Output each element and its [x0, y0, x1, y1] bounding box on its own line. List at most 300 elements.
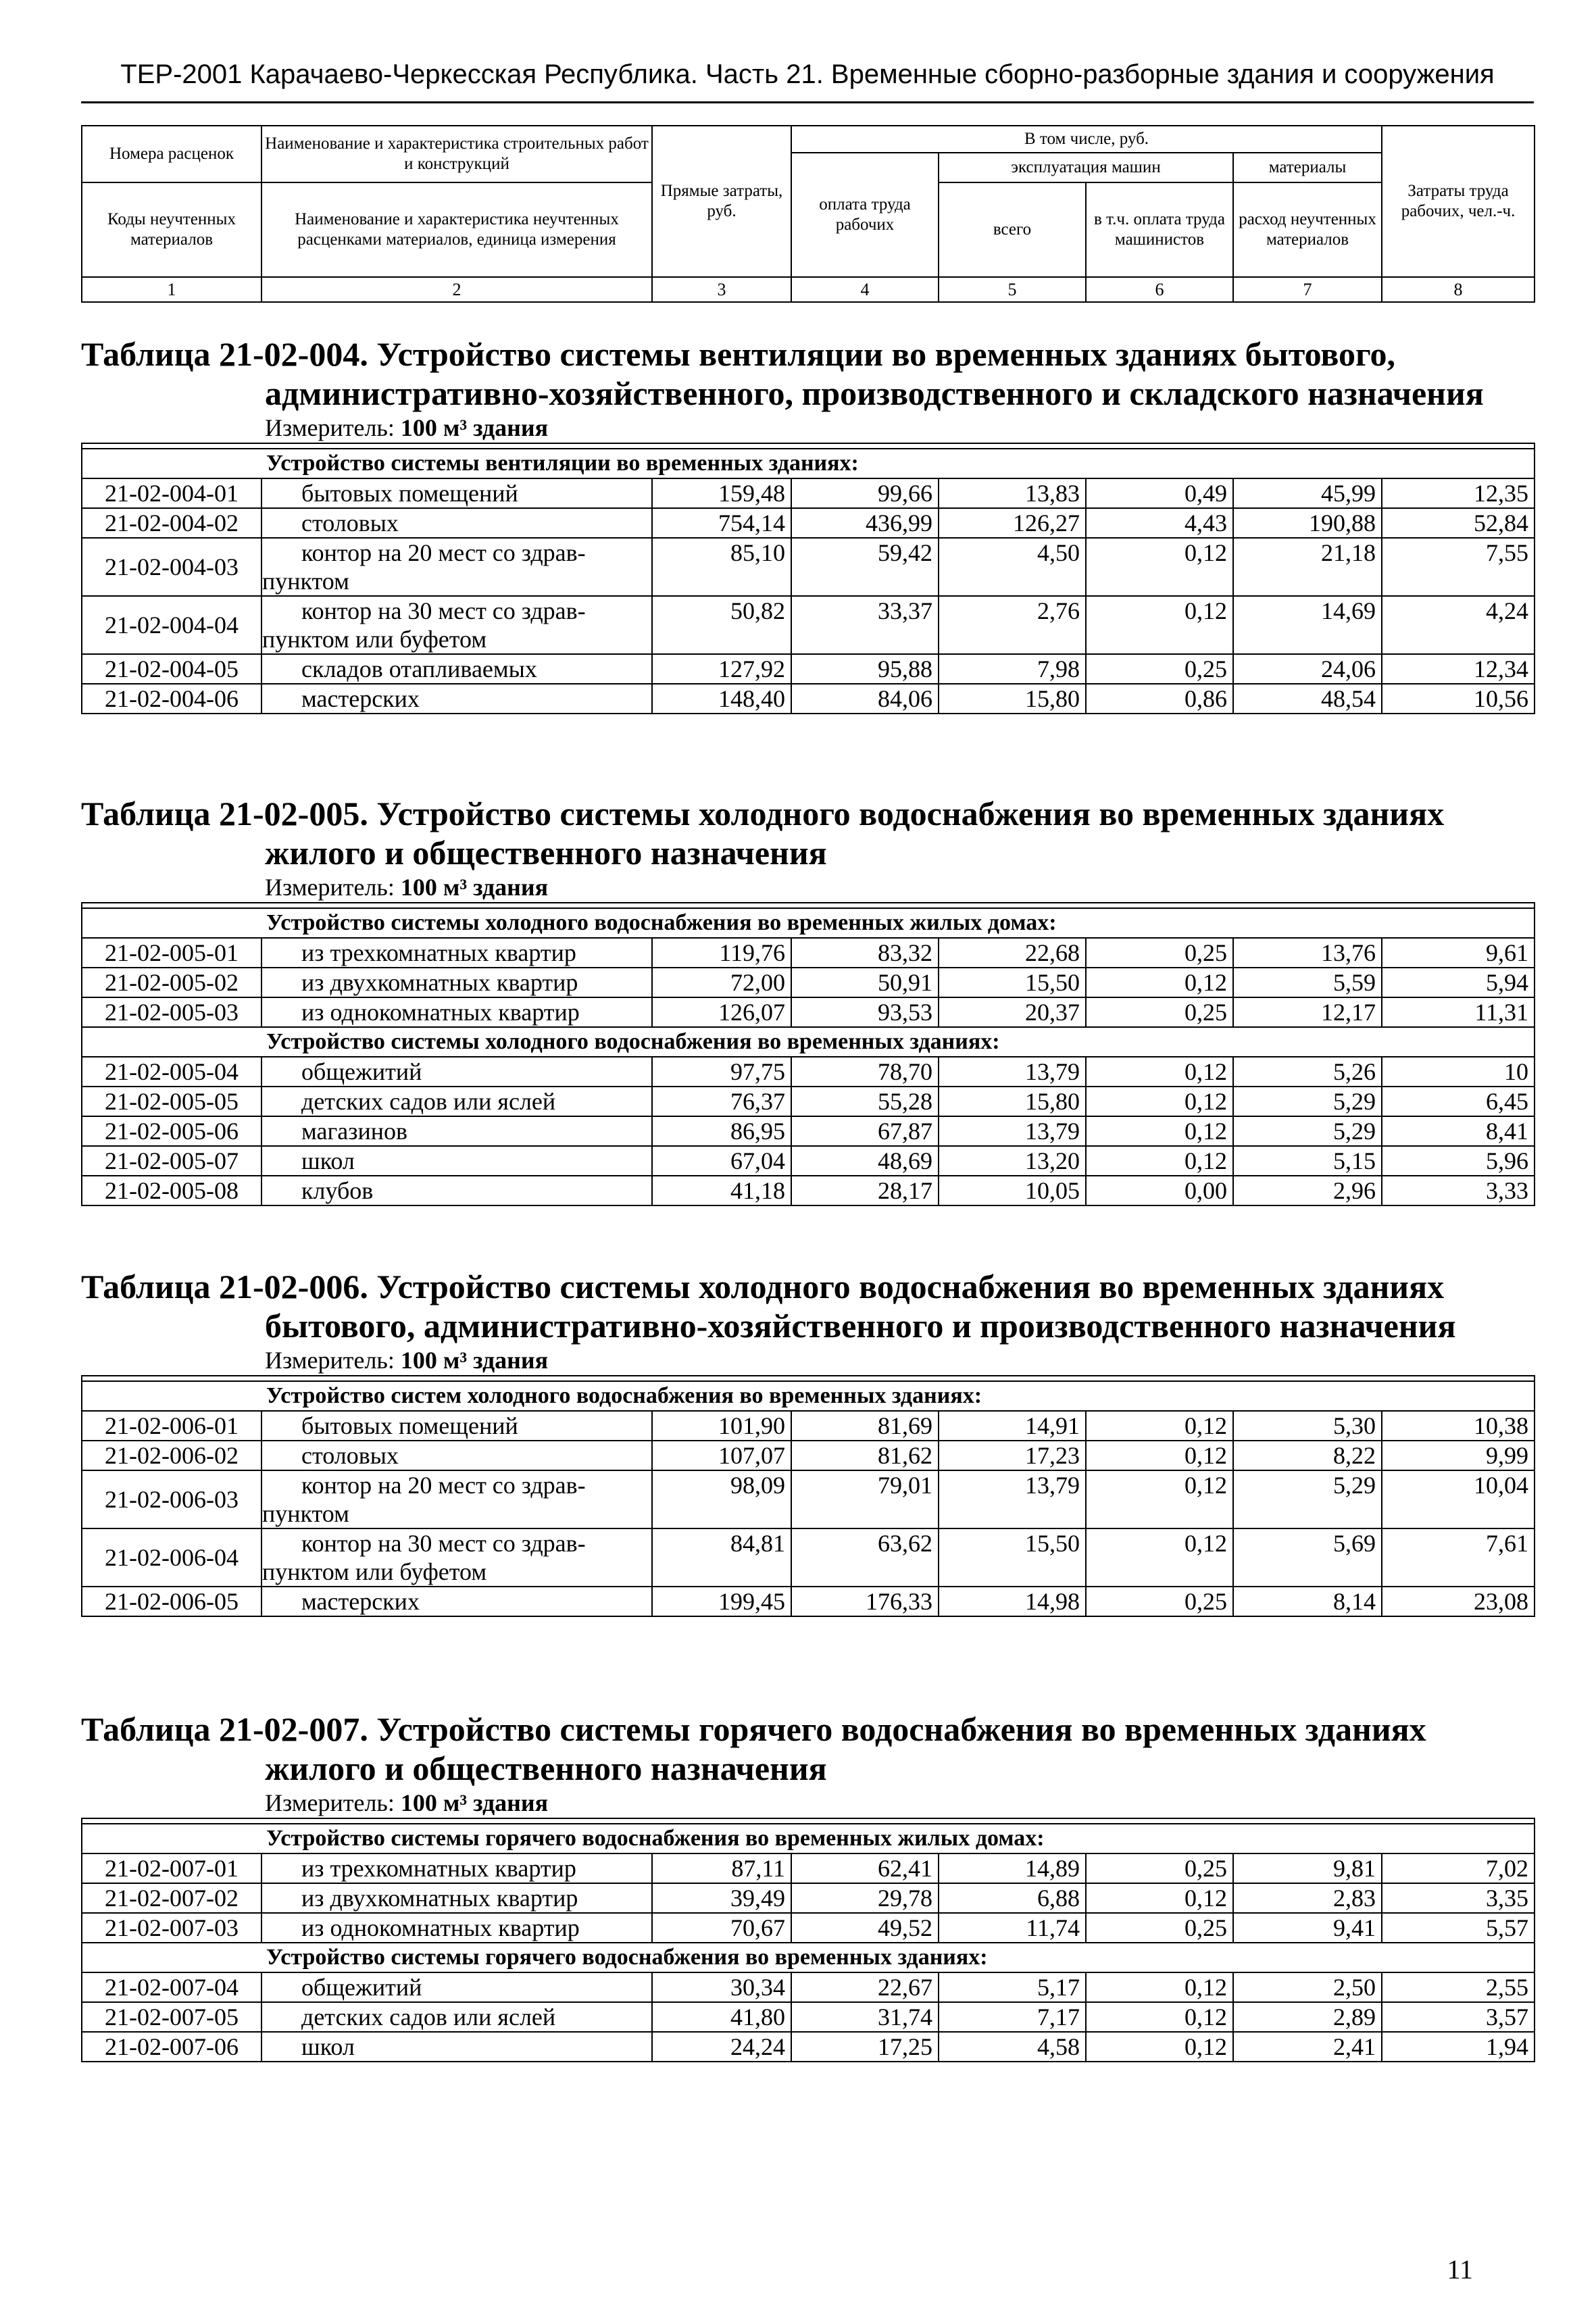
value-cell: 1,94: [1382, 2032, 1535, 2062]
work-name: [261, 538, 652, 596]
value-cell: 81,62: [791, 1441, 939, 1470]
value-cell: 7,98: [939, 654, 1086, 684]
work-name-line: контор на 20 мест со здрав-: [301, 539, 586, 566]
value-cell: 127,92: [652, 654, 791, 684]
value-cell: 48,54: [1233, 684, 1382, 714]
table-measure: [81, 413, 1534, 443]
work-name-line: мастерских: [301, 685, 420, 712]
value-cell: 87,11: [652, 1853, 791, 1883]
table-top-rule: [82, 1376, 1535, 1381]
rate-code: 21-02-005-06: [82, 1116, 261, 1146]
colhead-c2-bottom: Наименование и характеристика неучтенных расценками материалов, единица измерения: [261, 182, 652, 277]
rate-code: 21-02-006-03: [82, 1470, 261, 1528]
value-cell: 101,90: [652, 1411, 791, 1441]
value-cell: 4,50: [939, 538, 1086, 596]
value-cell: 5,29: [1233, 1116, 1382, 1146]
price-table: [81, 1818, 1535, 2062]
work-name: [261, 1057, 652, 1087]
value-cell: 2,55: [1382, 1972, 1535, 2002]
value-cell: 63,62: [791, 1528, 939, 1587]
value-cell: 41,80: [652, 2002, 791, 2032]
value-cell: 0,12: [1086, 1883, 1233, 1913]
value-cell: 24,06: [1233, 654, 1382, 684]
work-name-continuation: пунктом: [262, 568, 349, 595]
table-measure: [81, 872, 1534, 902]
table-row: [82, 654, 1535, 684]
value-cell: 0,12: [1086, 1972, 1233, 2002]
table-row: [82, 1972, 1535, 2002]
colnum: 3: [652, 277, 791, 302]
value-cell: 159,48: [652, 478, 791, 508]
table-row: [82, 1411, 1535, 1441]
measure-value: 100 м³ здания: [400, 414, 549, 441]
work-name-line: школ: [301, 2033, 355, 2060]
value-cell: 5,69: [1233, 1528, 1382, 1587]
section-heading: Устройство системы горячего водоснабжения во временных зданиях:: [82, 1943, 1535, 1972]
work-name-line: школ: [301, 1147, 355, 1174]
value-cell: 2,96: [1233, 1176, 1382, 1205]
value-cell: 126,27: [939, 508, 1086, 538]
value-cell: 5,15: [1233, 1146, 1382, 1176]
price-table-block: [81, 1267, 1534, 1617]
value-cell: 17,23: [939, 1441, 1086, 1470]
table-row: [82, 968, 1535, 997]
value-cell: 199,45: [652, 1587, 791, 1616]
value-cell: 8,14: [1233, 1587, 1382, 1616]
value-cell: 29,78: [791, 1883, 939, 1913]
colnum: 4: [791, 277, 939, 302]
value-cell: 15,80: [939, 684, 1086, 714]
work-name: [261, 1883, 652, 1913]
price-table-block: [81, 334, 1534, 714]
rate-code: 21-02-006-01: [82, 1411, 261, 1441]
table-row: [82, 508, 1535, 538]
value-cell: 126,07: [652, 997, 791, 1027]
header-rule: [81, 101, 1534, 103]
section-heading: Устройство системы вентиляции во временных зданиях:: [82, 449, 1535, 478]
value-cell: 21,18: [1233, 538, 1382, 596]
table-row: [82, 1116, 1535, 1146]
work-name-line: контор на 20 мест со здрав-: [301, 1472, 586, 1499]
colhead-c2-top: Наименование и характеристика строительных работ и конструкций: [261, 126, 652, 182]
rate-code: 21-02-005-07: [82, 1146, 261, 1176]
work-name-line: контор на 30 мест со здрав-: [301, 597, 586, 624]
colhead-c1-bottom: Коды неучтенных материалов: [82, 182, 261, 277]
table-title: Таблица 21-02-004. Устройство системы вентиляции во временных зданиях бытового, административно-хозяйственного, производственного и складского назначения: [81, 335, 1484, 412]
value-cell: 10,38: [1382, 1411, 1535, 1441]
value-cell: 83,32: [791, 938, 939, 968]
measure-value: 100 м³ здания: [400, 874, 549, 901]
work-name: [261, 968, 652, 997]
table-row: [82, 1883, 1535, 1913]
table-row: [82, 2032, 1535, 2062]
value-cell: 3,33: [1382, 1176, 1535, 1205]
value-cell: 41,18: [652, 1176, 791, 1205]
work-name: [261, 997, 652, 1027]
value-cell: 2,89: [1233, 2002, 1382, 2032]
value-cell: 99,66: [791, 478, 939, 508]
value-cell: 9,99: [1382, 1441, 1535, 1470]
value-cell: 0,12: [1086, 2032, 1233, 2062]
value-cell: 98,09: [652, 1470, 791, 1528]
value-cell: 0,12: [1086, 968, 1233, 997]
section-heading: Устройство системы холодного водоснабжения во временных зданиях:: [82, 1027, 1535, 1057]
value-cell: 76,37: [652, 1087, 791, 1116]
value-cell: 5,57: [1382, 1913, 1535, 1943]
colhead-c5: всего: [939, 182, 1086, 277]
value-cell: 17,25: [791, 2032, 939, 2062]
rate-code: 21-02-007-05: [82, 2002, 261, 2032]
value-cell: 8,22: [1233, 1441, 1382, 1470]
value-cell: 0,25: [1086, 997, 1233, 1027]
work-name: [261, 508, 652, 538]
value-cell: 0,12: [1086, 1441, 1233, 1470]
value-cell: 4,58: [939, 2032, 1086, 2062]
price-table-block: [81, 794, 1534, 1206]
work-name-line: из трехкомнатных квартир: [301, 939, 576, 966]
work-name-line: бытовых помещений: [301, 480, 518, 507]
value-cell: 93,53: [791, 997, 939, 1027]
colhead-group: В том числе, руб.: [791, 126, 1382, 153]
value-cell: 14,98: [939, 1587, 1086, 1616]
value-cell: 0,25: [1086, 654, 1233, 684]
table-top-rule: [82, 903, 1535, 908]
rate-code: 21-02-005-03: [82, 997, 261, 1027]
value-cell: 22,68: [939, 938, 1086, 968]
value-cell: 81,69: [791, 1411, 939, 1441]
colhead-c4: оплата труда рабочих: [791, 153, 939, 277]
work-name: [261, 1087, 652, 1116]
value-cell: 119,76: [652, 938, 791, 968]
rate-code: 21-02-007-03: [82, 1913, 261, 1943]
work-name: [261, 2032, 652, 2062]
table-row: [82, 1441, 1535, 1470]
value-cell: 67,87: [791, 1116, 939, 1146]
work-name-continuation: пунктом: [262, 1500, 349, 1527]
table-row: [82, 938, 1535, 968]
value-cell: 7,61: [1382, 1528, 1535, 1587]
work-name-line: из однокомнатных квартир: [301, 1914, 580, 1941]
price-table: [81, 1375, 1535, 1617]
table-row: [82, 478, 1535, 508]
value-cell: 67,04: [652, 1146, 791, 1176]
value-cell: 31,74: [791, 2002, 939, 2032]
value-cell: 24,24: [652, 2032, 791, 2062]
rate-code: 21-02-005-05: [82, 1087, 261, 1116]
value-cell: 3,35: [1382, 1883, 1535, 1913]
work-name-line: из двухкомнатных квартир: [301, 1885, 578, 1912]
value-cell: 0,12: [1086, 1116, 1233, 1146]
value-cell: 13,20: [939, 1146, 1086, 1176]
table-row: [82, 2002, 1535, 2032]
table-title: Таблица 21-02-006. Устройство системы холодного водоснабжения во временных зданиях бытового, административно-хозяйственного и производственного назначения: [81, 1268, 1456, 1345]
rate-code: 21-02-006-04: [82, 1528, 261, 1587]
table-measure: [81, 1788, 1534, 1818]
value-cell: 48,69: [791, 1146, 939, 1176]
value-cell: 0,49: [1086, 478, 1233, 508]
value-cell: 4,24: [1382, 596, 1535, 654]
rate-code: 21-02-004-05: [82, 654, 261, 684]
value-cell: 70,67: [652, 1913, 791, 1943]
value-cell: 6,88: [939, 1883, 1086, 1913]
colnum: 5: [939, 277, 1086, 302]
table-row: [82, 997, 1535, 1027]
work-name: [261, 1411, 652, 1441]
table-title: Таблица 21-02-005. Устройство системы холодного водоснабжения во временных зданиях жилого и общественного назначения: [81, 795, 1445, 872]
value-cell: 190,88: [1233, 508, 1382, 538]
rate-code: 21-02-004-01: [82, 478, 261, 508]
value-cell: 9,41: [1233, 1913, 1382, 1943]
value-cell: 107,07: [652, 1441, 791, 1470]
value-cell: 50,82: [652, 596, 791, 654]
value-cell: 7,55: [1382, 538, 1535, 596]
value-cell: 8,41: [1382, 1116, 1535, 1146]
value-cell: 62,41: [791, 1853, 939, 1883]
work-name: [261, 1528, 652, 1587]
price-table-block: [81, 1710, 1534, 2062]
value-cell: 0,12: [1086, 1146, 1233, 1176]
value-cell: 0,12: [1086, 1470, 1233, 1528]
value-cell: 86,95: [652, 1116, 791, 1146]
value-cell: 14,91: [939, 1411, 1086, 1441]
value-cell: 14,69: [1233, 596, 1382, 654]
value-cell: 13,83: [939, 478, 1086, 508]
value-cell: 0,25: [1086, 1913, 1233, 1943]
value-cell: 30,34: [652, 1972, 791, 2002]
value-cell: 23,08: [1382, 1587, 1535, 1616]
value-cell: 15,50: [939, 968, 1086, 997]
section-heading: Устройство системы горячего водоснабжения во временных жилых домах:: [82, 1824, 1535, 1853]
rate-code: 21-02-004-02: [82, 508, 261, 538]
work-name-line: детских садов или яслей: [301, 1088, 556, 1115]
work-name: [261, 654, 652, 684]
section-heading: Устройство системы холодного водоснабжения во временных жилых домах:: [82, 908, 1535, 938]
work-name-line: столовых: [301, 1442, 399, 1469]
rate-code: 21-02-006-05: [82, 1587, 261, 1616]
colhead-machines: эксплуатация машин: [939, 153, 1233, 182]
value-cell: 10,05: [939, 1176, 1086, 1205]
work-name-line: клубов: [301, 1177, 374, 1204]
value-cell: 10,04: [1382, 1470, 1535, 1528]
value-cell: 95,88: [791, 654, 939, 684]
value-cell: 7,17: [939, 2002, 1086, 2032]
value-cell: 50,91: [791, 968, 939, 997]
value-cell: 14,89: [939, 1853, 1086, 1883]
colnum: 8: [1382, 277, 1535, 302]
value-cell: 0,12: [1086, 1528, 1233, 1587]
value-cell: 0,12: [1086, 538, 1233, 596]
work-name: [261, 478, 652, 508]
value-cell: 754,14: [652, 508, 791, 538]
value-cell: 5,29: [1233, 1470, 1382, 1528]
table-row: [82, 1176, 1535, 1205]
value-cell: 11,74: [939, 1913, 1086, 1943]
measure-label: Измеритель:: [265, 1347, 395, 1374]
work-name-line: из трехкомнатных квартир: [301, 1855, 576, 1882]
value-cell: 52,84: [1382, 508, 1535, 538]
rate-code: 21-02-004-04: [82, 596, 261, 654]
section-heading: Устройство систем холодного водоснабжения во временных зданиях:: [82, 1381, 1535, 1411]
value-cell: 12,17: [1233, 997, 1382, 1027]
colhead-c8: Затраты труда рабочих, чел.-ч.: [1382, 126, 1535, 277]
value-cell: 2,50: [1233, 1972, 1382, 2002]
table-row: [82, 1913, 1535, 1943]
work-name: [261, 1146, 652, 1176]
value-cell: 39,49: [652, 1883, 791, 1913]
table-row: [82, 1146, 1535, 1176]
value-cell: 85,10: [652, 538, 791, 596]
work-name: [261, 1972, 652, 2002]
measure-label: Измеритель:: [265, 1789, 395, 1816]
value-cell: 45,99: [1233, 478, 1382, 508]
work-name: [261, 1853, 652, 1883]
rate-code: 21-02-005-02: [82, 968, 261, 997]
work-name-line: общежитий: [301, 1974, 422, 2001]
rate-code: 21-02-004-06: [82, 684, 261, 714]
work-name-line: складов отапливаемых: [301, 655, 537, 682]
work-name: [261, 938, 652, 968]
table-row: [82, 596, 1535, 654]
price-table: [81, 443, 1535, 714]
colhead-c6: в т.ч. оплата труда машинистов: [1086, 182, 1233, 277]
value-cell: 78,70: [791, 1057, 939, 1087]
table-row: [82, 538, 1535, 596]
value-cell: 5,26: [1233, 1057, 1382, 1087]
work-name: [261, 1441, 652, 1470]
value-cell: 84,81: [652, 1528, 791, 1587]
column-header-table: [81, 125, 1535, 303]
rate-code: 21-02-007-02: [82, 1883, 261, 1913]
table-row: [82, 1470, 1535, 1528]
rate-code: 21-02-004-03: [82, 538, 261, 596]
work-name-line: общежитий: [301, 1058, 422, 1085]
table-top-rule: [82, 443, 1535, 449]
value-cell: 15,50: [939, 1528, 1086, 1587]
rate-code: 21-02-005-08: [82, 1176, 261, 1205]
value-cell: 0,12: [1086, 1087, 1233, 1116]
value-cell: 0,12: [1086, 2002, 1233, 2032]
colhead-c1-top: Номера расценок: [82, 126, 261, 182]
value-cell: 12,35: [1382, 478, 1535, 508]
running-head: ТЕР-2001 Карачаево-Черкесская Республика. Часть 21. Временные сборно-разборные здания и сооружения: [120, 59, 1495, 89]
table-row: [82, 1853, 1535, 1883]
value-cell: 15,80: [939, 1087, 1086, 1116]
value-cell: 72,00: [652, 968, 791, 997]
table-measure: [81, 1345, 1534, 1375]
colnum: 2: [261, 277, 652, 302]
value-cell: 13,76: [1233, 938, 1382, 968]
value-cell: 5,17: [939, 1972, 1086, 2002]
value-cell: 436,99: [791, 508, 939, 538]
rate-code: 21-02-007-01: [82, 1853, 261, 1883]
work-name-line: из двухкомнатных квартир: [301, 969, 578, 996]
work-name-line: столовых: [301, 509, 399, 537]
value-cell: 10,56: [1382, 684, 1535, 714]
value-cell: 55,28: [791, 1087, 939, 1116]
work-name-continuation: пунктом или буфетом: [262, 1558, 487, 1585]
measure-value: 100 м³ здания: [400, 1789, 549, 1816]
measure-value: 100 м³ здания: [400, 1347, 549, 1374]
value-cell: 13,79: [939, 1116, 1086, 1146]
rate-code: 21-02-007-04: [82, 1972, 261, 2002]
table-row: [82, 1528, 1535, 1587]
work-name-line: детских садов или яслей: [301, 2003, 556, 2031]
table-row: [82, 684, 1535, 714]
measure-label: Измеритель:: [265, 414, 395, 441]
value-cell: 9,61: [1382, 938, 1535, 968]
table-title: Таблица 21-02-007. Устройство системы горячего водоснабжения во временных зданиях жилого и общественного назначения: [81, 1710, 1426, 1787]
value-cell: 0,12: [1086, 596, 1233, 654]
table-row: [82, 1087, 1535, 1116]
value-cell: 0,25: [1086, 1853, 1233, 1883]
value-cell: 0,25: [1086, 938, 1233, 968]
value-cell: 0,12: [1086, 1411, 1233, 1441]
value-cell: 4,43: [1086, 508, 1233, 538]
value-cell: 84,06: [791, 684, 939, 714]
value-cell: 2,76: [939, 596, 1086, 654]
table-top-rule: [82, 1818, 1535, 1824]
page-number: 11: [1447, 2254, 1473, 2285]
price-table: [81, 902, 1535, 1206]
value-cell: 10: [1382, 1057, 1535, 1087]
colhead-c3: Прямые затраты, руб.: [652, 126, 791, 277]
value-cell: 12,34: [1382, 654, 1535, 684]
value-cell: 20,37: [939, 997, 1086, 1027]
work-name-continuation: пунктом или буфетом: [262, 626, 487, 653]
value-cell: 0,86: [1086, 684, 1233, 714]
value-cell: 0,12: [1086, 1057, 1233, 1087]
work-name: [261, 2002, 652, 2032]
value-cell: 5,29: [1233, 1087, 1382, 1116]
work-name: [261, 684, 652, 714]
work-name-line: магазинов: [301, 1118, 408, 1145]
value-cell: 22,67: [791, 1972, 939, 2002]
colhead-c7: расход неучтенных материалов: [1233, 182, 1382, 277]
rate-code: 21-02-007-06: [82, 2032, 261, 2062]
colnum: 1: [82, 277, 261, 302]
value-cell: 49,52: [791, 1913, 939, 1943]
rate-code: 21-02-006-02: [82, 1441, 261, 1470]
work-name-line: бытовых помещений: [301, 1412, 518, 1439]
value-cell: 13,79: [939, 1057, 1086, 1087]
value-cell: 3,57: [1382, 2002, 1535, 2032]
colnum: 6: [1086, 277, 1233, 302]
table-row: [82, 1057, 1535, 1087]
value-cell: 33,37: [791, 596, 939, 654]
value-cell: 6,45: [1382, 1087, 1535, 1116]
value-cell: 176,33: [791, 1587, 939, 1616]
value-cell: 5,59: [1233, 968, 1382, 997]
value-cell: 5,94: [1382, 968, 1535, 997]
work-name: [261, 596, 652, 654]
value-cell: 11,31: [1382, 997, 1535, 1027]
value-cell: 2,41: [1233, 2032, 1382, 2062]
value-cell: 0,25: [1086, 1587, 1233, 1616]
work-name: [261, 1470, 652, 1528]
value-cell: 148,40: [652, 684, 791, 714]
measure-label: Измеритель:: [265, 874, 395, 901]
colnum: 7: [1233, 277, 1382, 302]
colhead-materials: материалы: [1233, 153, 1382, 182]
work-name: [261, 1913, 652, 1943]
rate-code: 21-02-005-04: [82, 1057, 261, 1087]
rate-code: 21-02-005-01: [82, 938, 261, 968]
work-name-line: из однокомнатных квартир: [301, 999, 580, 1026]
work-name-line: мастерских: [301, 1588, 420, 1615]
value-cell: 13,79: [939, 1470, 1086, 1528]
value-cell: 97,75: [652, 1057, 791, 1087]
work-name: [261, 1587, 652, 1616]
